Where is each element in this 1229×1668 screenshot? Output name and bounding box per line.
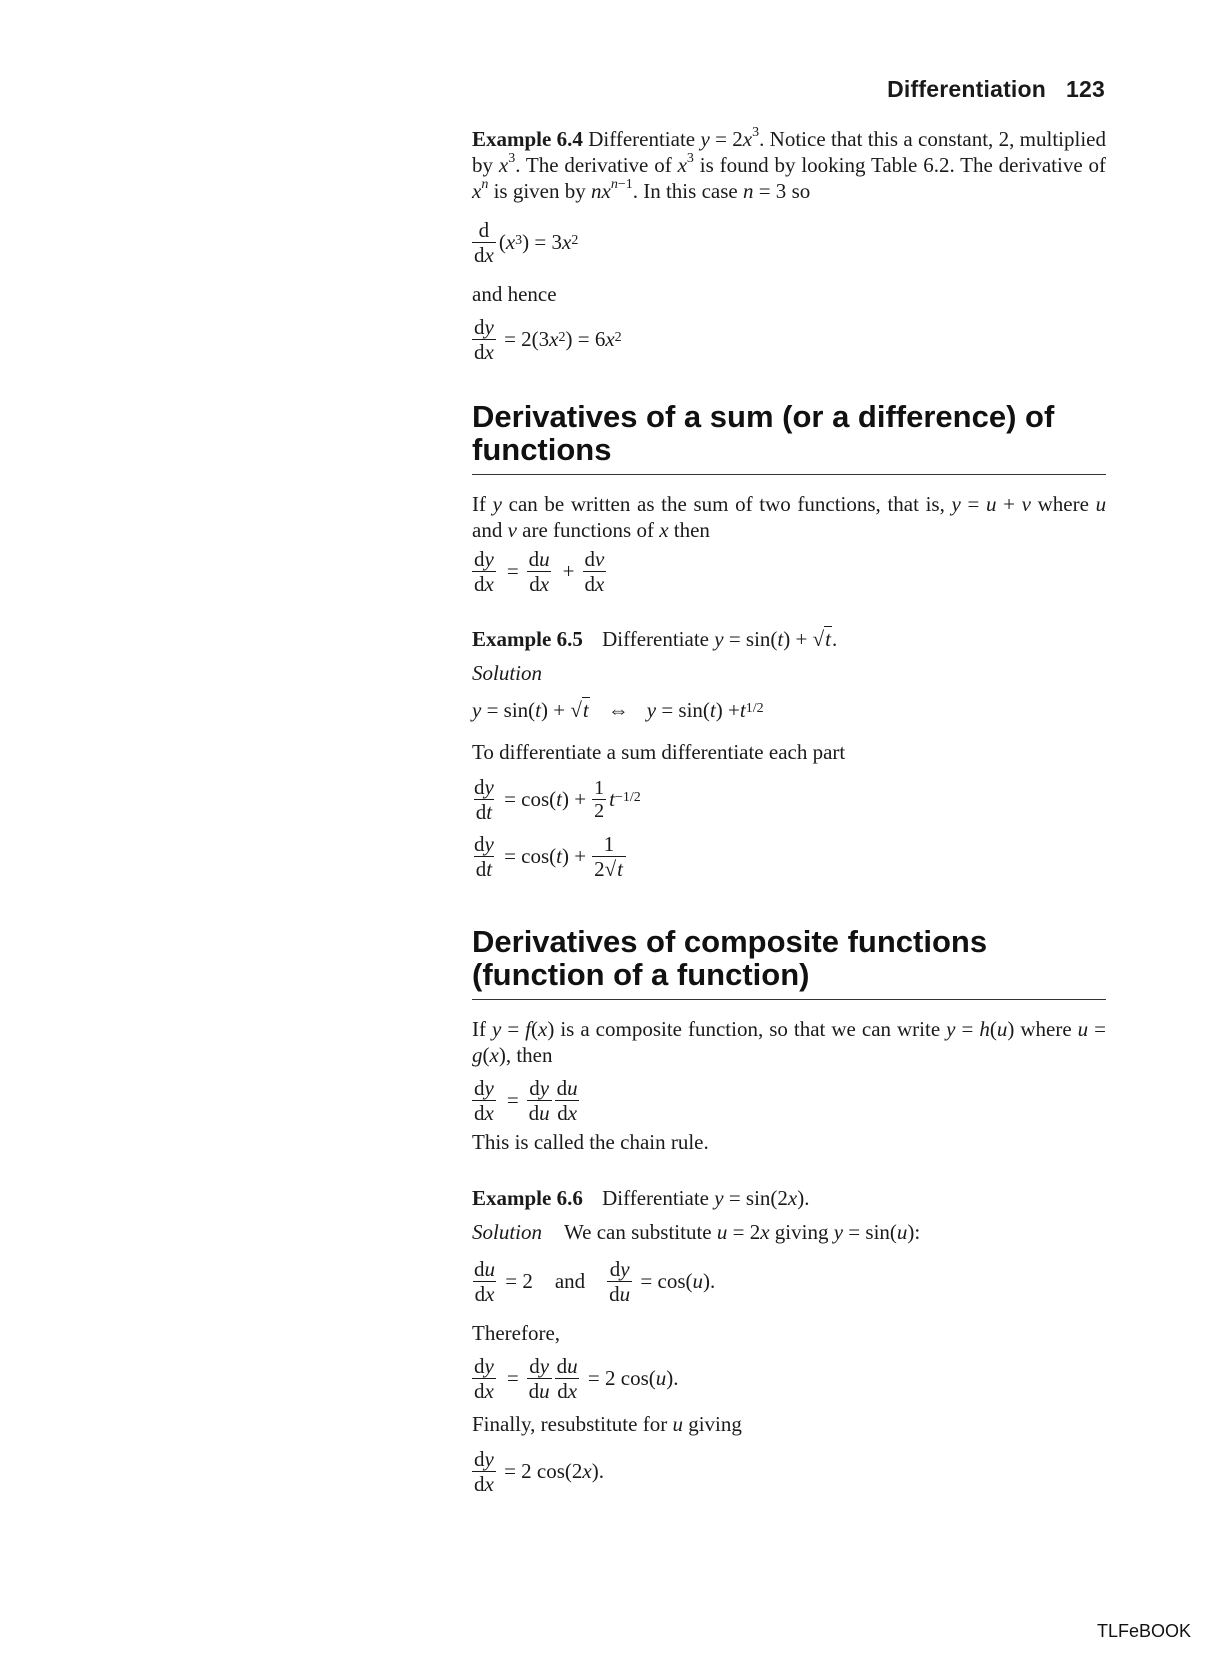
- example-6-6-text: Example 6.6 Differentiate y = sin(2x).: [472, 1186, 810, 1210]
- equation-chain-rule: $\frac{dy}{dx}$ = $\frac{dy}{du}$ $\frac{du}{dx}$: [474, 1076, 578, 1125]
- solution-substitution-text: Solution We can substitute u = 2x giving y = sin(u):: [472, 1220, 921, 1244]
- running-head: [887, 76, 1105, 103]
- chapter-title: Differentiation: [887, 76, 1047, 102]
- therefore-text: Therefore,: [472, 1321, 561, 1345]
- section-heading-composite: Derivatives of composite functions (function of a function): [472, 925, 1106, 1000]
- watermark: TLFeBOOK: [1096, 1621, 1191, 1641]
- equation-dudx-dydu: $\frac{du}{dx}$ = 2 and $\frac{dy}{du}$ = cos( u ).: [474, 1257, 716, 1306]
- example-6-4-text: Example 6.4 Differentiate $y = 2x^3$. Notice that this a constant, 2, multiplied by $x^3$. The derivative of $x^3$ is found by looking Table 6.2. The derivative of $x^n$ is given by $nx^{n-1}$. In this case n = 3 so: [472, 125, 1107, 203]
- example-label: Example 6.5: [472, 627, 583, 651]
- solution-label: Solution: [472, 661, 543, 685]
- equation-derivative-x-cubed: $\frac{d}{dx}$ ( x $^3$ ) = 3 x $^2$: [474, 218, 579, 267]
- equation-sqrt-equivalence: y = sin( t ) + √t ⇔ y = sin( t ) + t $^{1/2}$: [472, 698, 764, 722]
- page-number: 123: [1066, 76, 1105, 102]
- and-hence-text: and hence: [472, 282, 557, 306]
- equation-result-6x2: $\frac{dy}{dx}$ = 2(3 x $^2$ ) = 6 x $^2$: [474, 315, 622, 364]
- chain-rule-text: This is called the chain rule.: [472, 1130, 709, 1154]
- example-6-5-text: Example 6.5 Differentiate y = sin(t) + √t.: [472, 627, 838, 651]
- page-body: [472, 126, 1106, 1496]
- sum-rule-text: If y can be written as the sum of two functions, that is, y = u + v where u and v are functions of x then: [472, 492, 1107, 542]
- resubstitute-text: Finally, resubstitute for u giving: [472, 1412, 742, 1436]
- equation-dydt-half: $\frac{dy}{dt}$ = cos( t ) + $\frac{1}{2}$ t $^{-1/2}$: [474, 775, 641, 824]
- composite-text: If y = f(x) is a composite function, so that we can write y = h(u) where u = g(x), then: [472, 1017, 1106, 1067]
- equation-chain-applied: $\frac{dy}{dx}$ = $\frac{dy}{du}$ $\frac{du}{dx}$ = 2 cos( u ).: [474, 1354, 679, 1403]
- equation-final-result: $\frac{dy}{dx}$ = 2 cos(2 x ).: [474, 1447, 604, 1496]
- example-label: Example 6.4: [472, 127, 583, 151]
- equation-sum-rule: $\frac{dy}{dx}$ = $\frac{du}{dx}$ + $\frac{dv}{dx}$: [474, 547, 605, 596]
- sum-differentiate-text: To differentiate a sum differentiate each part: [472, 740, 846, 764]
- equation-dydt-sqrt: $\frac{dy}{dt}$ = cos( t ) + $\frac{1}{2√t}$: [472, 832, 1106, 881]
- example-label: Example 6.6: [472, 1186, 583, 1210]
- section-heading-sum: Derivatives of a sum (or a difference) of functions: [472, 400, 1106, 475]
